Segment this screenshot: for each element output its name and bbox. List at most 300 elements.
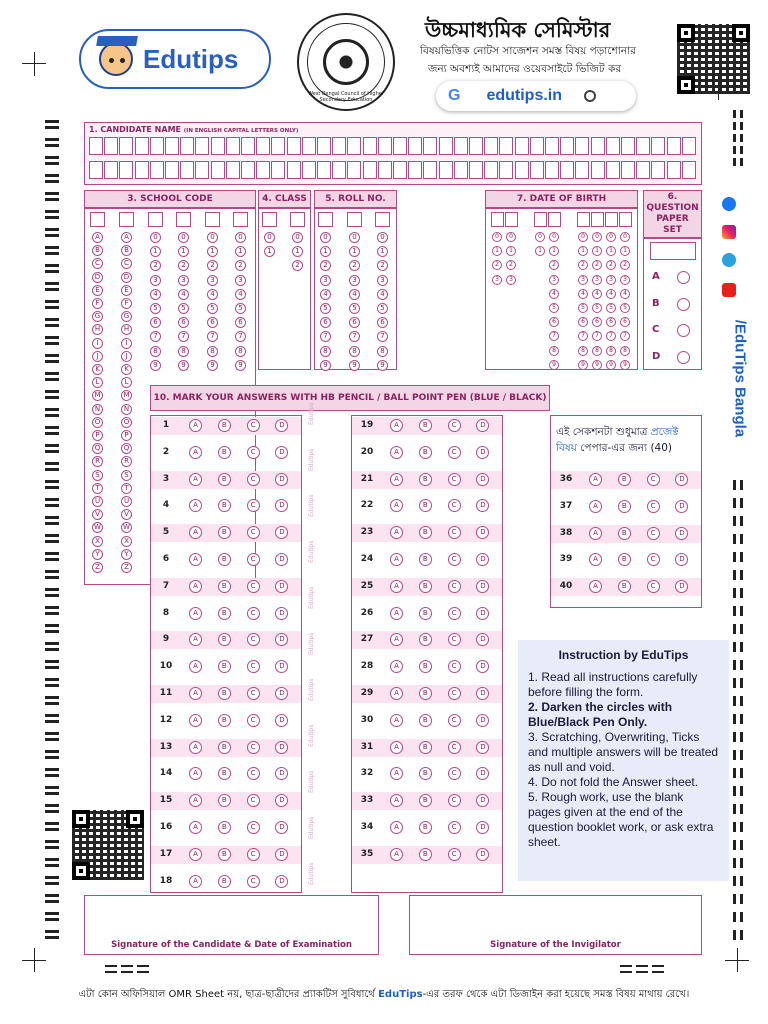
name-letter-cell[interactable] — [271, 137, 285, 155]
answer-bubble[interactable]: D — [476, 526, 489, 539]
school-code-bubble[interactable]: 7 — [150, 331, 161, 342]
answer-bubble[interactable]: C — [448, 499, 461, 512]
school-code-letter-bubble[interactable]: Q — [121, 443, 132, 454]
answer-bubble[interactable]: A — [189, 553, 202, 566]
name-letter-cell[interactable] — [347, 161, 361, 179]
answer-bubble[interactable]: D — [275, 473, 288, 486]
name-letter-cell[interactable] — [499, 137, 513, 155]
name-letter-cell[interactable] — [271, 161, 285, 179]
school-code-letter-bubble[interactable]: A — [121, 232, 132, 243]
answer-bubble[interactable]: A — [390, 633, 403, 646]
school-code-letter-bubble[interactable]: M — [121, 390, 132, 401]
name-letter-cell[interactable] — [104, 137, 118, 155]
school-code-letter-bubble[interactable]: C — [121, 258, 132, 269]
name-letter-cell[interactable] — [135, 161, 149, 179]
school-code-letter-bubble[interactable]: D — [121, 272, 132, 283]
answer-bubble[interactable]: C — [448, 607, 461, 620]
answer-bubble[interactable]: C — [647, 553, 660, 566]
answer-bubble[interactable]: D — [675, 553, 688, 566]
name-letter-cell[interactable] — [195, 161, 209, 179]
school-code-letter-bubble[interactable]: L — [92, 377, 103, 388]
school-code-letter-bubble[interactable]: W — [92, 522, 103, 533]
name-letter-cell[interactable] — [469, 161, 483, 179]
name-letter-cell[interactable] — [393, 137, 407, 155]
answer-bubble[interactable]: D — [675, 473, 688, 486]
answer-bubble[interactable]: D — [476, 553, 489, 566]
school-code-letter-bubble[interactable]: Q — [92, 443, 103, 454]
dob-bubble[interactable]: 9 — [606, 360, 616, 370]
name-letter-cell[interactable] — [423, 161, 437, 179]
name-letter-cell[interactable] — [484, 161, 498, 179]
class-entry-cell[interactable] — [262, 212, 277, 227]
school-code-bubble[interactable]: 9 — [207, 360, 218, 371]
school-code-letter-bubble[interactable]: V — [92, 509, 103, 520]
roll-no-bubble[interactable]: 0 — [349, 232, 360, 243]
answer-bubble[interactable]: C — [247, 633, 260, 646]
answer-bubble[interactable]: B — [419, 848, 432, 861]
dob-bubble[interactable]: 6 — [592, 317, 602, 327]
dob-bubble[interactable]: 8 — [620, 346, 630, 356]
name-letter-cell[interactable] — [530, 161, 544, 179]
name-letter-cell[interactable] — [332, 137, 346, 155]
answer-bubble[interactable]: A — [189, 767, 202, 780]
school-code-letter-bubble[interactable]: B — [92, 245, 103, 256]
school-code-letter-bubble[interactable]: J — [121, 351, 132, 362]
roll-no-bubble[interactable]: 2 — [320, 260, 331, 271]
dob-bubble[interactable]: 1 — [549, 246, 559, 256]
answer-bubble[interactable]: B — [218, 767, 231, 780]
dob-bubble[interactable]: 6 — [620, 317, 630, 327]
dob-bubble[interactable]: 7 — [592, 331, 602, 341]
school-code-letter-bubble[interactable]: I — [92, 338, 103, 349]
school-code-entry-cell[interactable] — [119, 212, 134, 227]
answer-bubble[interactable]: B — [218, 553, 231, 566]
name-letter-cell[interactable] — [165, 137, 179, 155]
name-letter-cell[interactable] — [575, 161, 589, 179]
answer-bubble[interactable]: C — [448, 714, 461, 727]
answer-bubble[interactable]: D — [476, 660, 489, 673]
school-code-letter-bubble[interactable]: H — [121, 324, 132, 335]
answer-bubble[interactable]: A — [189, 419, 202, 432]
name-letter-cell[interactable] — [119, 137, 133, 155]
roll-no-bubble[interactable]: 9 — [320, 360, 331, 371]
dob-bubble[interactable]: 2 — [506, 260, 516, 270]
answer-bubble[interactable]: D — [275, 848, 288, 861]
answer-bubble[interactable]: A — [390, 419, 403, 432]
roll-no-bubble[interactable]: 7 — [377, 331, 388, 342]
school-code-letter-bubble[interactable]: B — [121, 245, 132, 256]
dob-bubble[interactable]: 8 — [578, 346, 588, 356]
dob-bubble[interactable]: 1 — [620, 246, 630, 256]
answer-bubble[interactable]: C — [247, 875, 260, 888]
school-code-letter-bubble[interactable]: H — [92, 324, 103, 335]
name-letter-cell[interactable] — [499, 161, 513, 179]
dob-bubble[interactable]: 3 — [578, 275, 588, 285]
roll-no-bubble[interactable]: 6 — [320, 317, 331, 328]
answer-bubble[interactable]: B — [618, 500, 631, 513]
dob-bubble[interactable]: 0 — [592, 232, 602, 242]
answer-bubble[interactable]: D — [476, 767, 489, 780]
name-letter-cell[interactable] — [484, 137, 498, 155]
school-code-bubble[interactable]: 3 — [235, 275, 246, 286]
name-letter-cell[interactable] — [636, 137, 650, 155]
dob-bubble[interactable]: 3 — [506, 275, 516, 285]
dob-bubble[interactable]: 6 — [549, 317, 559, 327]
roll-no-entry-cell[interactable] — [375, 212, 390, 227]
school-code-letter-bubble[interactable]: A — [92, 232, 103, 243]
roll-no-bubble[interactable]: 5 — [349, 303, 360, 314]
answer-bubble[interactable]: D — [476, 794, 489, 807]
dob-bubble[interactable]: 1 — [592, 246, 602, 256]
class-bubble[interactable]: 0 — [292, 232, 303, 243]
answer-bubble[interactable]: B — [618, 473, 631, 486]
school-code-bubble[interactable]: 3 — [150, 275, 161, 286]
roll-no-bubble[interactable]: 0 — [377, 232, 388, 243]
school-code-letter-bubble[interactable]: O — [121, 417, 132, 428]
answer-bubble[interactable]: D — [275, 741, 288, 754]
name-letter-cell[interactable] — [575, 137, 589, 155]
dob-bubble[interactable]: 1 — [578, 246, 588, 256]
answer-bubble[interactable]: B — [218, 794, 231, 807]
school-code-bubble[interactable]: 2 — [178, 260, 189, 271]
school-code-letter-bubble[interactable]: T — [92, 483, 103, 494]
dob-bubble[interactable]: 5 — [592, 303, 602, 313]
dob-bubble[interactable]: 4 — [549, 289, 559, 299]
answer-bubble[interactable]: C — [448, 446, 461, 459]
school-code-letter-bubble[interactable]: V — [121, 509, 132, 520]
school-code-letter-bubble[interactable]: Z — [92, 562, 103, 573]
answer-bubble[interactable]: C — [448, 580, 461, 593]
answer-bubble[interactable]: C — [448, 419, 461, 432]
class-bubble[interactable]: 1 — [264, 246, 275, 257]
name-letter-cell[interactable] — [591, 161, 605, 179]
dob-bubble[interactable]: 0 — [620, 232, 630, 242]
answer-bubble[interactable]: A — [189, 580, 202, 593]
answer-bubble[interactable]: A — [189, 660, 202, 673]
answer-bubble[interactable]: A — [189, 633, 202, 646]
answer-bubble[interactable]: D — [476, 821, 489, 834]
answer-bubble[interactable]: A — [189, 714, 202, 727]
name-letter-cell[interactable] — [211, 137, 225, 155]
answer-bubble[interactable]: C — [247, 794, 260, 807]
answer-bubble[interactable]: B — [419, 526, 432, 539]
answer-bubble[interactable]: B — [218, 473, 231, 486]
name-letter-cell[interactable] — [302, 137, 316, 155]
dob-bubble[interactable]: 5 — [549, 303, 559, 313]
roll-no-bubble[interactable]: 2 — [349, 260, 360, 271]
telegram-icon[interactable] — [722, 253, 736, 267]
dob-bubble[interactable]: 8 — [549, 346, 559, 356]
answer-bubble[interactable]: C — [247, 767, 260, 780]
class-bubble[interactable]: 0 — [264, 232, 275, 243]
dob-bubble[interactable]: 2 — [620, 260, 630, 270]
name-letter-cell[interactable] — [454, 137, 468, 155]
dob-bubble[interactable]: 4 — [620, 289, 630, 299]
dob-bubble[interactable]: 8 — [606, 346, 616, 356]
name-letter-cell[interactable] — [515, 137, 529, 155]
answer-bubble[interactable]: D — [476, 714, 489, 727]
school-code-letter-bubble[interactable]: E — [121, 285, 132, 296]
answer-bubble[interactable]: B — [419, 419, 432, 432]
dob-bubble[interactable]: 9 — [578, 360, 588, 370]
answer-bubble[interactable]: C — [247, 553, 260, 566]
name-letter-cell[interactable] — [530, 137, 544, 155]
answer-bubble[interactable]: A — [390, 848, 403, 861]
answer-bubble[interactable]: D — [476, 848, 489, 861]
answer-bubble[interactable]: A — [589, 473, 602, 486]
answer-bubble[interactable]: D — [275, 660, 288, 673]
roll-no-bubble[interactable]: 4 — [377, 289, 388, 300]
answer-bubble[interactable]: C — [247, 526, 260, 539]
answer-bubble[interactable]: C — [247, 607, 260, 620]
roll-no-bubble[interactable]: 1 — [377, 246, 388, 257]
roll-no-bubble[interactable]: 7 — [320, 331, 331, 342]
school-code-letter-bubble[interactable]: Y — [92, 549, 103, 560]
school-code-bubble[interactable]: 8 — [235, 346, 246, 357]
answer-bubble[interactable]: C — [448, 741, 461, 754]
answer-bubble[interactable]: B — [218, 875, 231, 888]
school-code-bubble[interactable]: 2 — [207, 260, 218, 271]
roll-no-bubble[interactable]: 1 — [320, 246, 331, 257]
school-code-bubble[interactable]: 9 — [178, 360, 189, 371]
answer-bubble[interactable]: B — [419, 633, 432, 646]
roll-no-bubble[interactable]: 8 — [320, 346, 331, 357]
answer-bubble[interactable]: D — [275, 767, 288, 780]
school-code-bubble[interactable]: 1 — [178, 246, 189, 257]
answer-bubble[interactable]: A — [189, 741, 202, 754]
name-letter-cell[interactable] — [408, 161, 422, 179]
answer-bubble[interactable]: D — [275, 794, 288, 807]
answer-bubble[interactable]: C — [448, 794, 461, 807]
name-letter-cell[interactable] — [226, 161, 240, 179]
answer-bubble[interactable]: B — [419, 821, 432, 834]
school-code-letter-bubble[interactable]: X — [121, 536, 132, 547]
name-letter-cell[interactable] — [423, 137, 437, 155]
answer-bubble[interactable]: A — [189, 473, 202, 486]
roll-no-bubble[interactable]: 3 — [349, 275, 360, 286]
answer-bubble[interactable]: A — [589, 553, 602, 566]
school-code-letter-bubble[interactable]: R — [92, 456, 103, 467]
answer-bubble[interactable]: C — [647, 527, 660, 540]
name-letter-cell[interactable] — [667, 161, 681, 179]
dob-entry-cell[interactable] — [619, 212, 632, 227]
school-code-entry-cell[interactable] — [176, 212, 191, 227]
name-letter-cell[interactable] — [302, 161, 316, 179]
answer-bubble[interactable]: D — [476, 499, 489, 512]
answer-bubble[interactable]: B — [419, 553, 432, 566]
qps-answer-box[interactable] — [650, 242, 696, 260]
school-code-letter-bubble[interactable]: R — [121, 456, 132, 467]
school-code-letter-bubble[interactable]: M — [92, 390, 103, 401]
dob-entry-cell[interactable] — [548, 212, 561, 227]
answer-bubble[interactable]: D — [476, 607, 489, 620]
school-code-bubble[interactable]: 7 — [207, 331, 218, 342]
qps-option-bubble[interactable] — [677, 271, 690, 284]
school-code-letter-bubble[interactable]: U — [121, 496, 132, 507]
answer-bubble[interactable]: A — [390, 580, 403, 593]
answer-bubble[interactable]: C — [647, 473, 660, 486]
answer-bubble[interactable]: D — [275, 607, 288, 620]
dob-bubble[interactable]: 6 — [606, 317, 616, 327]
name-letter-cell[interactable] — [347, 137, 361, 155]
youtube-icon[interactable] — [722, 283, 736, 297]
name-letter-cell[interactable] — [317, 137, 331, 155]
name-letter-cell[interactable] — [241, 137, 255, 155]
answer-bubble[interactable]: C — [247, 499, 260, 512]
roll-no-entry-cell[interactable] — [318, 212, 333, 227]
school-code-bubble[interactable]: 6 — [178, 317, 189, 328]
school-code-letter-bubble[interactable]: N — [121, 404, 132, 415]
answer-bubble[interactable]: D — [476, 687, 489, 700]
school-code-letter-bubble[interactable]: K — [121, 364, 132, 375]
name-letter-cell[interactable] — [241, 161, 255, 179]
answer-bubble[interactable]: B — [218, 714, 231, 727]
answer-bubble[interactable]: B — [218, 580, 231, 593]
name-letter-cell[interactable] — [682, 137, 696, 155]
answer-bubble[interactable]: B — [419, 767, 432, 780]
answer-bubble[interactable]: D — [275, 553, 288, 566]
name-letter-cell[interactable] — [165, 161, 179, 179]
roll-no-bubble[interactable]: 0 — [320, 232, 331, 243]
name-letter-cell[interactable] — [682, 161, 696, 179]
answer-bubble[interactable]: C — [247, 580, 260, 593]
roll-no-bubble[interactable]: 4 — [320, 289, 331, 300]
school-code-letter-bubble[interactable]: C — [92, 258, 103, 269]
name-letter-cell[interactable] — [332, 161, 346, 179]
answer-bubble[interactable]: A — [390, 794, 403, 807]
school-code-letter-bubble[interactable]: G — [121, 311, 132, 322]
dob-bubble[interactable]: 9 — [549, 360, 559, 370]
school-code-letter-bubble[interactable]: U — [92, 496, 103, 507]
roll-no-bubble[interactable]: 6 — [377, 317, 388, 328]
name-letter-cell[interactable] — [363, 137, 377, 155]
answer-bubble[interactable]: A — [390, 687, 403, 700]
school-code-letter-bubble[interactable]: P — [121, 430, 132, 441]
school-code-bubble[interactable]: 4 — [207, 289, 218, 300]
school-code-bubble[interactable]: 1 — [207, 246, 218, 257]
answer-bubble[interactable]: B — [419, 660, 432, 673]
dob-bubble[interactable]: 5 — [606, 303, 616, 313]
name-letter-cell[interactable] — [89, 161, 103, 179]
school-code-bubble[interactable]: 5 — [207, 303, 218, 314]
school-code-bubble[interactable]: 6 — [235, 317, 246, 328]
roll-no-bubble[interactable]: 1 — [349, 246, 360, 257]
name-letter-cell[interactable] — [636, 161, 650, 179]
class-entry-cell[interactable] — [290, 212, 305, 227]
answer-bubble[interactable]: D — [275, 419, 288, 432]
answer-bubble[interactable]: A — [189, 446, 202, 459]
school-code-bubble[interactable]: 3 — [207, 275, 218, 286]
answer-bubble[interactable]: A — [390, 553, 403, 566]
school-code-entry-cell[interactable] — [233, 212, 248, 227]
school-code-letter-bubble[interactable]: E — [92, 285, 103, 296]
school-code-letter-bubble[interactable]: W — [121, 522, 132, 533]
answer-bubble[interactable]: A — [189, 526, 202, 539]
answer-bubble[interactable]: B — [218, 526, 231, 539]
dob-bubble[interactable]: 7 — [620, 331, 630, 341]
school-code-letter-bubble[interactable]: K — [92, 364, 103, 375]
answer-bubble[interactable]: B — [419, 446, 432, 459]
school-code-bubble[interactable]: 0 — [207, 232, 218, 243]
school-code-letter-bubble[interactable]: I — [121, 338, 132, 349]
school-code-bubble[interactable]: 4 — [178, 289, 189, 300]
name-letter-cell[interactable] — [606, 161, 620, 179]
school-code-letter-bubble[interactable]: D — [92, 272, 103, 283]
name-letter-cell[interactable] — [408, 137, 422, 155]
name-letter-cell[interactable] — [104, 161, 118, 179]
answer-bubble[interactable]: B — [218, 419, 231, 432]
answer-bubble[interactable]: D — [275, 821, 288, 834]
answer-bubble[interactable]: C — [448, 660, 461, 673]
answer-bubble[interactable]: B — [618, 580, 631, 593]
school-code-bubble[interactable]: 0 — [150, 232, 161, 243]
school-code-letter-bubble[interactable]: N — [92, 404, 103, 415]
name-letter-cell[interactable] — [439, 137, 453, 155]
answer-bubble[interactable]: D — [275, 633, 288, 646]
answer-bubble[interactable]: D — [675, 580, 688, 593]
school-code-bubble[interactable]: 5 — [235, 303, 246, 314]
answer-bubble[interactable]: B — [419, 714, 432, 727]
answer-bubble[interactable]: D — [275, 714, 288, 727]
school-code-bubble[interactable]: 7 — [178, 331, 189, 342]
name-letter-cell[interactable] — [651, 137, 665, 155]
school-code-bubble[interactable]: 7 — [235, 331, 246, 342]
dob-bubble[interactable]: 3 — [592, 275, 602, 285]
dob-bubble[interactable]: 3 — [606, 275, 616, 285]
name-letter-cell[interactable] — [226, 137, 240, 155]
answer-bubble[interactable]: A — [189, 687, 202, 700]
dob-bubble[interactable]: 1 — [506, 246, 516, 256]
facebook-icon[interactable] — [722, 197, 736, 211]
answer-bubble[interactable]: A — [390, 446, 403, 459]
roll-no-bubble[interactable]: 2 — [377, 260, 388, 271]
school-code-letter-bubble[interactable]: Z — [121, 562, 132, 573]
answer-bubble[interactable]: B — [419, 499, 432, 512]
answer-bubble[interactable]: A — [390, 714, 403, 727]
answer-bubble[interactable]: C — [448, 848, 461, 861]
school-code-bubble[interactable]: 4 — [235, 289, 246, 300]
edutips-logo[interactable] — [79, 29, 271, 89]
dob-bubble[interactable]: 4 — [578, 289, 588, 299]
roll-no-bubble[interactable]: 9 — [349, 360, 360, 371]
dob-bubble[interactable]: 0 — [606, 232, 616, 242]
school-code-letter-bubble[interactable]: P — [92, 430, 103, 441]
answer-bubble[interactable]: D — [476, 741, 489, 754]
answer-bubble[interactable]: D — [675, 527, 688, 540]
class-bubble[interactable]: 1 — [292, 246, 303, 257]
answer-bubble[interactable]: B — [419, 741, 432, 754]
name-letter-cell[interactable] — [515, 161, 529, 179]
school-code-bubble[interactable]: 2 — [150, 260, 161, 271]
name-letter-cell[interactable] — [560, 137, 574, 155]
dob-bubble[interactable]: 0 — [549, 232, 559, 242]
school-code-letter-bubble[interactable]: G — [92, 311, 103, 322]
answer-bubble[interactable]: D — [476, 633, 489, 646]
answer-bubble[interactable]: D — [275, 499, 288, 512]
dob-bubble[interactable]: 5 — [620, 303, 630, 313]
answer-bubble[interactable]: B — [618, 553, 631, 566]
answer-bubble[interactable]: C — [448, 687, 461, 700]
school-code-bubble[interactable]: 1 — [235, 246, 246, 257]
answer-bubble[interactable]: B — [618, 527, 631, 540]
answer-bubble[interactable]: B — [419, 687, 432, 700]
school-code-bubble[interactable]: 2 — [235, 260, 246, 271]
name-letter-cell[interactable] — [560, 161, 574, 179]
answer-bubble[interactable]: D — [476, 473, 489, 486]
answer-bubble[interactable]: B — [419, 580, 432, 593]
answer-bubble[interactable]: B — [218, 499, 231, 512]
roll-no-bubble[interactable]: 5 — [377, 303, 388, 314]
